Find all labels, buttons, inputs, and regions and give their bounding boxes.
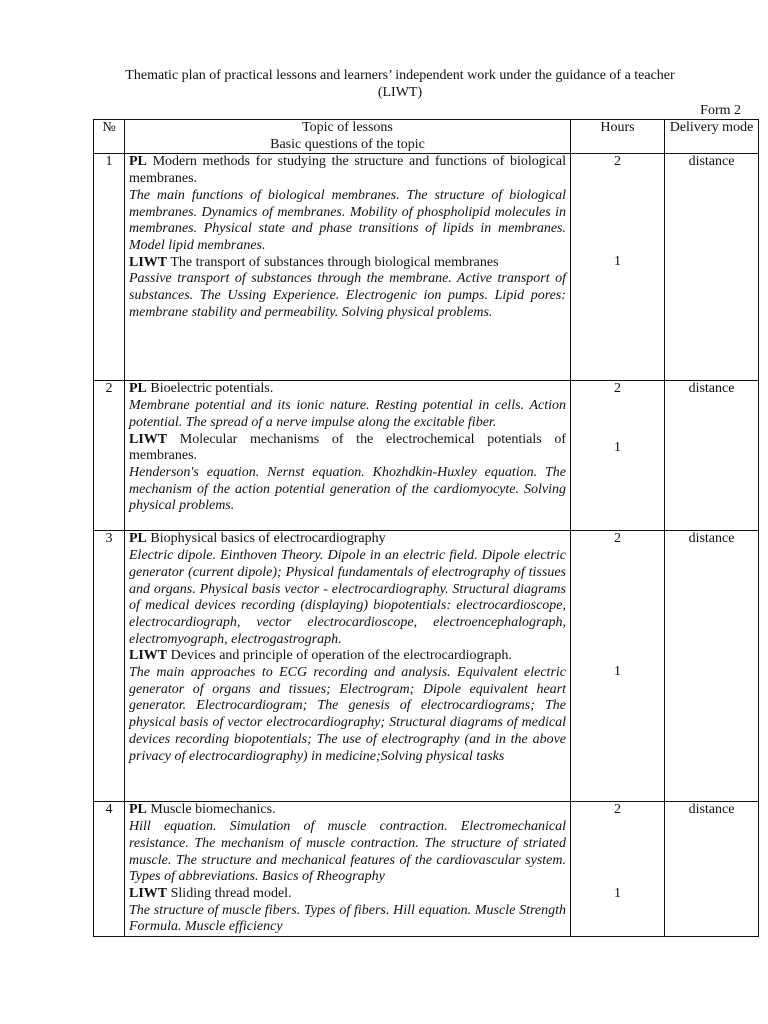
row-delivery-mode: distance: [665, 381, 759, 531]
pl-hours: 2: [614, 531, 621, 547]
row-topic: [125, 802, 571, 937]
liwt-title: Molecular mechanisms of the electrochemical potentials of membranes.: [129, 431, 566, 464]
table-row: [94, 531, 759, 802]
pl-tag: PL: [129, 154, 147, 170]
row-number: 1: [94, 154, 125, 381]
liwt-tag: LIWT: [129, 431, 168, 447]
liwt-tag: LIWT: [129, 254, 168, 270]
header-delivery-mode: Delivery mode: [665, 120, 759, 154]
table-row: [94, 802, 759, 937]
row-topic: [125, 531, 571, 802]
header-topic-line2: Basic questions of the topic: [270, 136, 425, 152]
page-title: Thematic plan of practical lessons and learners’ independent work under the guidance of a teacher (LIWT): [125, 68, 675, 100]
liwt-topic: [129, 648, 566, 665]
pl-title: Modern methods for studying the structure and functions of biological membranes.: [129, 154, 566, 187]
pl-tag: PL: [129, 531, 147, 547]
table-row: [94, 381, 759, 531]
pl-questions: The main functions of biological membranes. The structure of biological membranes. Dynamics of membranes. Mobility of phospholipid molecules in membranes. Physical state and phase transitions of lipids in membranes. Model lipid membranes.: [129, 187, 566, 253]
liwt-questions: The structure of muscle fibers. Types of fibers. Hill equation. Muscle Strength Formula. Muscle efficiency: [129, 902, 566, 935]
liwt-questions: Henderson's equation. Nernst equation. Khozhdkin-Huxley equation. The mechanism of the action potential generation of the cardiomyocyte. Solving physical problems.: [129, 464, 566, 514]
row-topic: [125, 381, 571, 531]
row-delivery-mode: distance: [665, 154, 759, 381]
header-hours: Hours: [571, 120, 665, 154]
pl-hours: 2: [614, 381, 621, 397]
row-hours: [571, 531, 665, 802]
liwt-tag: LIWT: [129, 885, 168, 901]
pl-questions: Electric dipole. Einthoven Theory. Dipole in an electric field. Dipole electric generator (current dipole); Physical fundamentals of electrography of tissues and organs. Physical basis vector - electrocardiography. Structural diagrams of medical devices recording (displaying) biopotentials: electrocardioscope, electrocardiograph, vector electrocardioscope, electroencephalograph, electromyograph, electrogastrograph.: [129, 548, 566, 647]
pl-topic: [129, 381, 566, 398]
pl-topic: [129, 802, 566, 819]
row-number: 2: [94, 381, 125, 531]
pl-topic: [129, 154, 566, 187]
pl-topic: [129, 531, 566, 548]
liwt-title: Devices and principle of operation of the electrocardiograph.: [167, 648, 512, 664]
pl-tag: PL: [129, 381, 147, 397]
pl-hours: 2: [614, 802, 621, 818]
liwt-hours: 1: [614, 664, 621, 680]
liwt-questions: The main approaches to ECG recording and analysis. Equivalent electric generator of organs and tissues; Electrogram; Dipole equivalent heart generator. Electrocardiogram; The genesis of electrocardiograms; The physical basis of vector electrocardiography; Structural diagrams of medical devices recording biopotentials; The use of electrography (and in the above privacy of electrocardiography) in medicine;Solving physical tasks: [129, 665, 566, 764]
liwt-tag: LIWT: [129, 648, 168, 664]
liwt-topic: [129, 432, 566, 465]
thematic-plan-table: [93, 119, 759, 937]
header-topic-line1: Topic of lessons: [302, 120, 393, 135]
pl-tag: PL: [129, 802, 147, 818]
liwt-hours: 1: [614, 440, 621, 456]
liwt-questions: Passive transport of substances through the membrane. Active transport of substances. The Ussing Experience. Electrogenic ion pumps. Lipid pores: membrane stability and permeability. Solving physical problems.: [129, 271, 566, 320]
liwt-hours: 1: [614, 886, 621, 902]
row-topic: [125, 154, 571, 381]
row-delivery-mode: distance: [665, 531, 759, 802]
pl-hours: 2: [614, 154, 621, 170]
table-header-row: [94, 120, 759, 154]
row-number: 4: [94, 802, 125, 937]
header-topic: [125, 120, 571, 154]
liwt-topic: [129, 886, 566, 903]
form-label: Form 2: [700, 103, 741, 118]
liwt-title: The transport of substances through biological membranes: [167, 254, 499, 270]
pl-title: Bioelectric potentials.: [146, 381, 274, 397]
pl-questions: Hill equation. Simulation of muscle contraction. Electromechanical resistance. The mechanism of muscle contraction. The structure of striated muscle. The structure and mechanical features of the cardiovascular system. Types of abbreviations. Basics of Rheography: [129, 819, 566, 885]
pl-questions: Membrane potential and its ionic nature. Resting potential in cells. Action potential. The spread of a nerve impulse along the excitable fiber.: [129, 398, 566, 430]
header-number: №: [94, 120, 125, 154]
pl-title: Muscle biomechanics.: [146, 802, 276, 818]
row-number: 3: [94, 531, 125, 802]
table-row: [94, 154, 759, 381]
row-hours: [571, 381, 665, 531]
row-hours: [571, 802, 665, 937]
row-delivery-mode: distance: [665, 802, 759, 937]
pl-title: Biophysical basics of electrocardiography: [146, 531, 386, 547]
liwt-hours: 1: [614, 254, 621, 270]
liwt-title: Sliding thread model.: [167, 885, 292, 901]
row-hours: [571, 154, 665, 381]
liwt-topic: [129, 255, 566, 272]
